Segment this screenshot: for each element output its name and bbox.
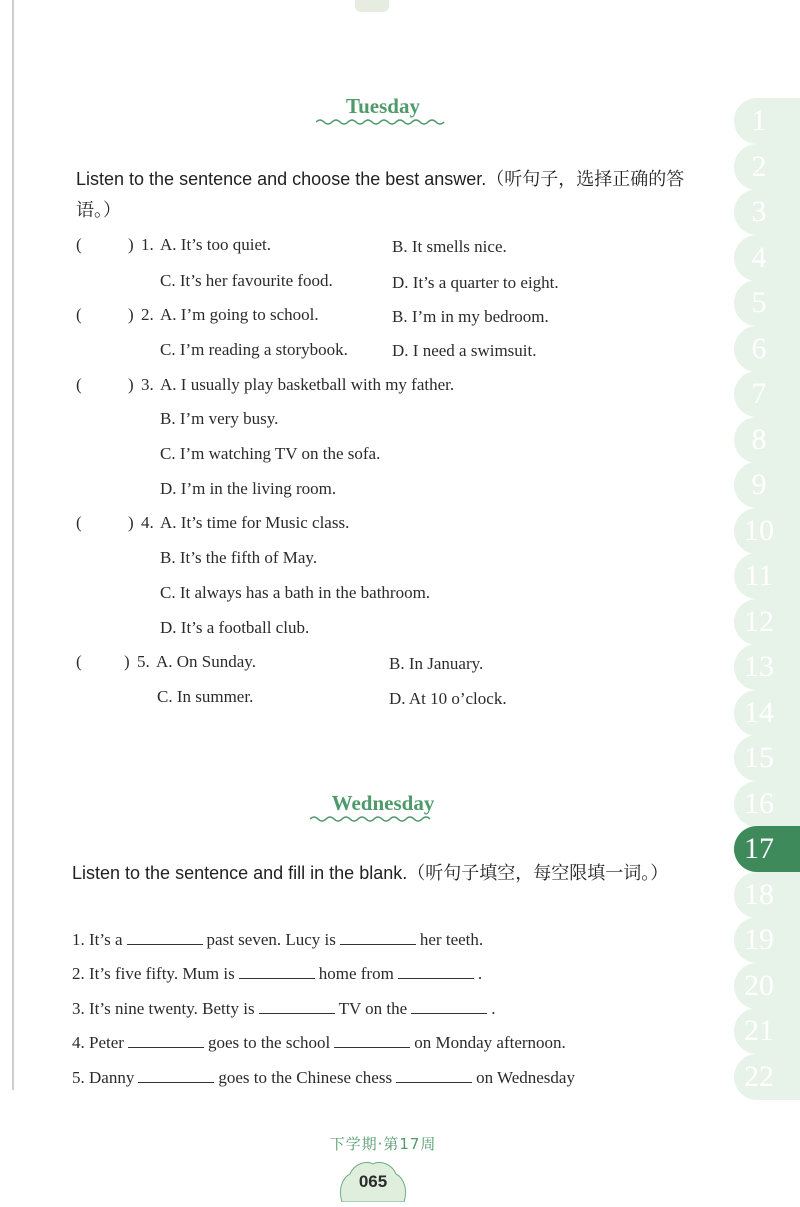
fill-3-part-1: 3. It’s nine twenty. Betty is — [72, 999, 255, 1018]
q4-option-d: D. It’s a football club. — [160, 618, 310, 637]
week-tab-2[interactable] — [734, 144, 800, 190]
q5-option-a: A. On Sunday. — [156, 652, 256, 671]
fill-1-part-1: 1. It’s a — [72, 930, 123, 949]
q1-option-a: A. It’s too quiet. — [160, 235, 271, 254]
q5-option-d: D. At 10 o’clock. — [389, 689, 507, 708]
week-tab-label: 4 — [751, 240, 767, 274]
week-tab-label: 3 — [751, 195, 767, 228]
q3-option-a: A. I usually play basketball with my father. — [160, 375, 455, 394]
blank-3a[interactable] — [259, 998, 335, 1014]
wednesday-wave-underline — [310, 815, 436, 823]
blank-5a[interactable] — [138, 1067, 214, 1083]
q5-option-b: B. In January. — [389, 654, 484, 673]
q2-option-b: B. I’m in my bedroom. — [392, 307, 549, 326]
q3-option-d: D. I’m in the living room. — [160, 479, 337, 498]
q2-option-a: A. I’m going to school. — [160, 305, 319, 324]
question-5-num: 5. — [137, 652, 150, 671]
question-1-num: 1. — [141, 235, 154, 254]
top-mark — [355, 0, 389, 12]
wednesday-title: Wednesday — [331, 791, 435, 815]
bracket-close: ) — [124, 652, 130, 671]
week-tab-label: 17 — [744, 832, 774, 865]
week-tab-label: 11 — [744, 559, 774, 592]
bracket-close: ) — [128, 513, 134, 532]
tuesday-instruction-cn: （听句子，选择正确的答语。） — [76, 169, 685, 220]
page-edge — [12, 0, 14, 1090]
week-tab-label: 22 — [744, 1059, 774, 1093]
q2-option-d: D. I need a swimsuit. — [392, 341, 537, 360]
question-3-num: 3. — [141, 375, 154, 394]
fill-4-part-1: 4. Peter — [72, 1033, 124, 1052]
week-tab-label: 1 — [751, 104, 767, 137]
bracket-close: ) — [128, 375, 134, 394]
week-tab-20[interactable] — [734, 963, 800, 1009]
fill-3-part-2: TV on the — [338, 999, 408, 1018]
week-tab-1[interactable] — [734, 98, 800, 144]
week-tab-21[interactable] — [734, 1008, 800, 1054]
wednesday-instruction — [72, 858, 692, 889]
week-tab-18[interactable] — [734, 872, 800, 918]
tuesday-instruction — [76, 164, 716, 226]
week-tab-8[interactable] — [734, 417, 800, 463]
wednesday-instruction-cn: （听句子填空，每空限填一词。） — [407, 863, 669, 883]
week-tab-3[interactable] — [734, 189, 800, 235]
q1-option-d: D. It’s a quarter to eight. — [392, 273, 559, 292]
fill-5-part-3: on Wednesday — [476, 1068, 575, 1087]
week-tab-9[interactable] — [734, 462, 800, 508]
q1-option-b: B. It smells nice. — [392, 237, 507, 256]
blank-1a[interactable] — [127, 929, 203, 945]
week-tab-label: 7 — [751, 377, 767, 410]
week-tab-11[interactable] — [734, 553, 800, 599]
blank-3b[interactable] — [411, 998, 487, 1014]
q5-option-c: C. In summer. — [157, 687, 254, 706]
week-tab-13[interactable] — [734, 644, 800, 690]
week-tab-12[interactable] — [734, 599, 800, 645]
fill-item-5 — [72, 1067, 575, 1089]
q4-option-c: C. It always has a bath in the bathroom. — [160, 583, 431, 602]
blank-2b[interactable] — [398, 963, 474, 979]
week-tab-label: 19 — [744, 923, 774, 956]
tuesday-wave-underline — [316, 118, 450, 126]
q4-option-a: A. It’s time for Music class. — [160, 513, 350, 532]
week-tab-16[interactable] — [734, 781, 800, 827]
fill-4-part-3: on Monday afternoon. — [414, 1033, 566, 1052]
week-tab-label: 8 — [751, 422, 767, 456]
week-tab-17[interactable] — [734, 826, 800, 872]
week-tab-label: 21 — [744, 1014, 774, 1047]
blank-4a[interactable] — [128, 1032, 204, 1048]
fill-4-part-2: goes to the school — [207, 1033, 331, 1052]
week-tab-label: 9 — [751, 468, 767, 501]
blank-1b[interactable] — [340, 929, 416, 945]
fill-item-4 — [72, 1032, 566, 1054]
fill-2-part-1: 2. It’s five fifty. Mum is — [72, 964, 235, 983]
fill-item-1 — [72, 929, 483, 951]
week-tab-label: 2 — [751, 149, 767, 183]
question-2-num: 2. — [141, 305, 154, 324]
week-tab-14[interactable] — [734, 690, 800, 736]
fill-1-part-2: past seven. Lucy is — [206, 930, 336, 949]
week-tab-7[interactable] — [734, 371, 800, 417]
fill-item-3 — [72, 998, 495, 1020]
week-tab-label: 18 — [744, 877, 774, 911]
wednesday-instruction-en: Listen to the sentence and fill in the blank. — [72, 863, 408, 883]
week-tab-label: 13 — [744, 650, 774, 683]
q4-option-b: B. It’s the fifth of May. — [160, 548, 318, 567]
week-tab-22[interactable] — [734, 1054, 800, 1100]
fill-2-part-2: home from — [318, 964, 394, 983]
week-tab-label: 12 — [744, 604, 774, 638]
week-tab-label: 14 — [744, 695, 774, 729]
q1-option-c: C. It’s her favourite food. — [160, 271, 333, 290]
fill-item-2 — [72, 963, 482, 985]
week-tab-15[interactable] — [734, 735, 800, 781]
week-tab-label: 5 — [751, 286, 767, 319]
q3-option-c: C. I’m watching TV on the sofa. — [160, 444, 381, 463]
week-tab-label: 20 — [744, 968, 774, 1002]
q2-option-c: C. I’m reading a storybook. — [160, 340, 348, 359]
footer-label: 下学期·第17周 — [329, 1135, 437, 1153]
tuesday-title: Tuesday — [346, 94, 420, 118]
answer-bracket-2[interactable]: ( — [76, 305, 82, 324]
tuesday-instruction-en: Listen to the sentence and choose the best answer. — [76, 169, 487, 189]
fill-3-part-3: . — [491, 999, 496, 1018]
fill-2-part-3: . — [477, 964, 483, 983]
fill-5-part-2: goes to the Chinese chess — [218, 1068, 393, 1087]
week-tab-label: 16 — [744, 786, 774, 820]
page-number: 065 — [358, 1172, 388, 1191]
week-tab-4[interactable] — [734, 235, 800, 281]
week-tab-label: 15 — [744, 741, 774, 774]
blank-4b[interactable] — [334, 1032, 410, 1048]
blank-5b[interactable] — [396, 1067, 472, 1083]
answer-bracket-1[interactable]: ( — [76, 235, 82, 254]
bracket-close: ) — [128, 305, 134, 324]
fill-1-part-3: her teeth. — [419, 930, 484, 949]
question-4-num: 4. — [141, 513, 154, 532]
bracket-close: ) — [128, 235, 134, 254]
week-tab-5[interactable] — [734, 280, 800, 326]
q3-option-b: B. I’m very busy. — [160, 409, 279, 428]
fill-5-part-1: 5. Danny — [72, 1068, 135, 1087]
week-tab-10[interactable] — [734, 508, 800, 554]
week-tab-label: 10 — [744, 513, 774, 547]
week-tab-6[interactable] — [734, 326, 800, 372]
week-tab-label: 6 — [751, 331, 767, 365]
answer-bracket-3[interactable]: ( — [76, 375, 82, 394]
week-tab-19[interactable] — [734, 917, 800, 963]
blank-2a[interactable] — [239, 963, 315, 979]
answer-bracket-5[interactable]: ( — [76, 652, 82, 671]
answer-bracket-4[interactable]: ( — [76, 513, 82, 532]
